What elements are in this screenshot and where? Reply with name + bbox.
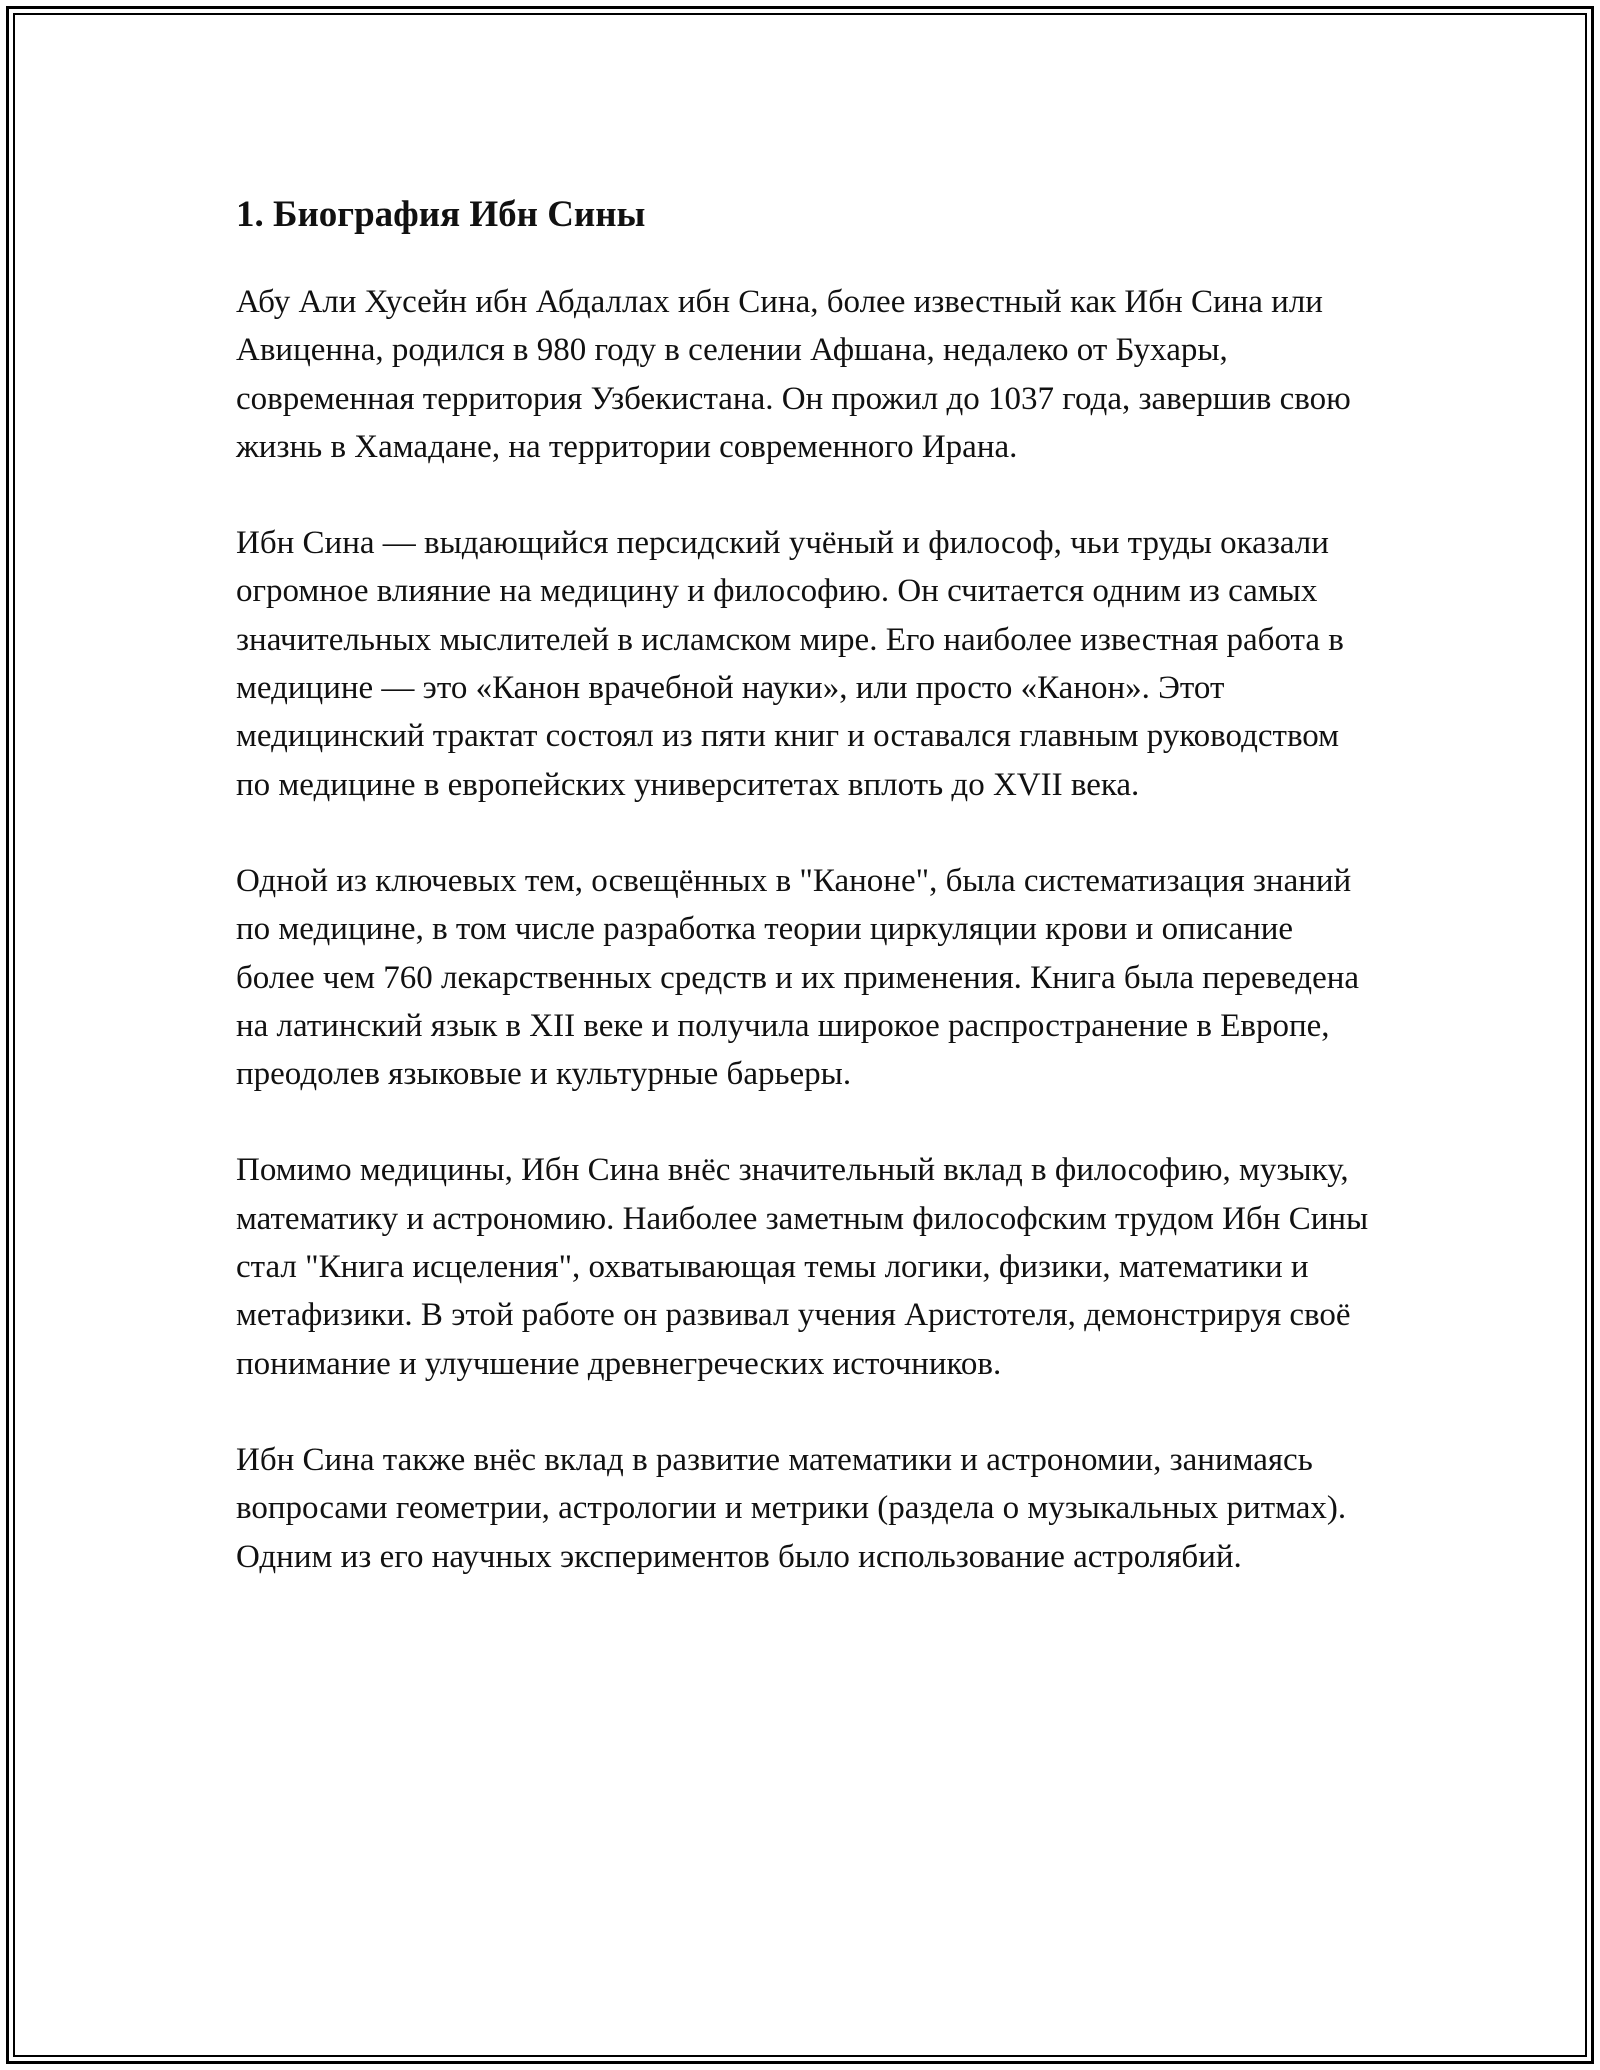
paragraph-birth: Абу Али Хусейн ибн Абдаллах ибн Сина, более известный как Ибн Сина или Авиценна, родился в 980 году в селении Афшана, недалеко от Бухары, современная территория Узбекистана. Он прожил до 1037 года, завершив свою жизнь в Хамадане, на территории современного Ирана. (236, 284, 1351, 465)
paragraph-astronomy: Ибн Сина также внёс вклад в развитие математики и астрономии, занимаясь вопросами геометрии, астрологии и метрики (раздела о музыкальных ритмах). Одним из его научных экспериментов было использование астролябий. (236, 1441, 1347, 1575)
document-body (236, 182, 1376, 1581)
section-heading: 1. Биография Ибн Сины (236, 194, 646, 235)
paragraph-systematization: Одной из ключевых тем, освещённых в "Каноне", была систематизация знаний по медицине, в том числе разработка теории циркуляции крови и описание более чем 760 лекарственных средств и их применения. Книга была переведена на латинский язык в XII веке и получила широкое распространение в Европе, преодолев языковые и культурные барьеры. (236, 862, 1360, 1093)
paragraph-canon: Ибн Сина — выдающийся персидский учёный и философ, чьи труды оказали огромное влияние на медицину и философию. Он считается одним из самых значительных мыслителей в исламском мире. Его наиболее известная работа в медицине — это «Канон врачебной науки», или просто «Канон». Этот медицинский трактат состоял из пяти книг и оставался главным руководством по медицине в европейских университетах вплоть до XVII века. (236, 525, 1344, 803)
paragraph-philosophy: Помимо медицины, Ибн Сина внёс значительный вклад в философию, музыку, математику и астрономию. Наиболее заметным философским трудом Ибн Сины стал "Книга исцеления", охватывающая темы логики, физики, математики и метафизики. В этой работе он развивал учения Аристотеля, демонстрируя своё понимание и улучшение древнегреческих источников. (236, 1152, 1369, 1382)
